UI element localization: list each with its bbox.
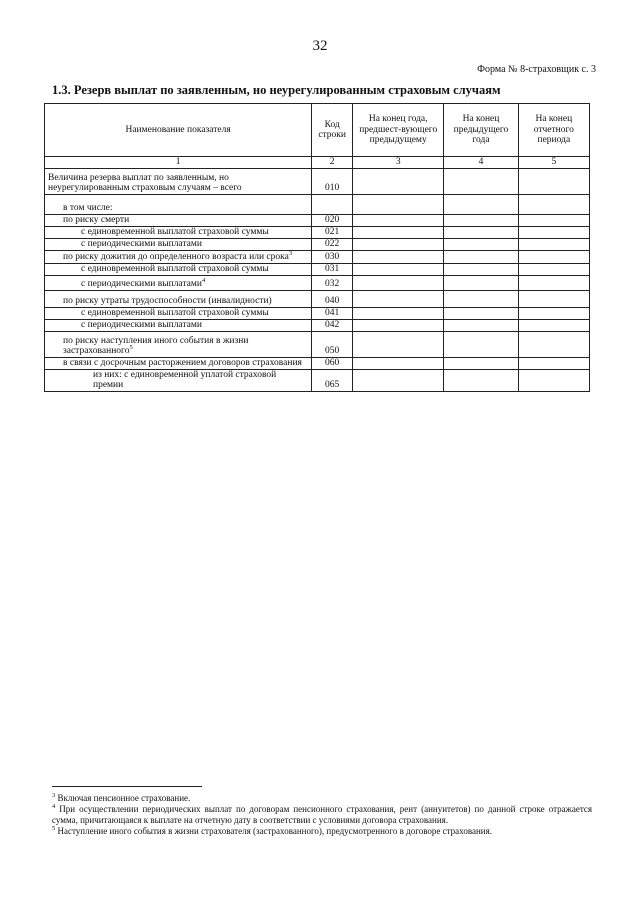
value-cell[interactable]: [444, 263, 518, 275]
value-cell[interactable]: [353, 319, 444, 331]
value-cell[interactable]: [444, 331, 518, 357]
footnote-number: 4: [52, 803, 56, 810]
value-cell[interactable]: [518, 250, 589, 263]
value-cell[interactable]: [518, 369, 589, 391]
table-row: [45, 168, 590, 194]
row-code: 010: [312, 168, 353, 194]
indicator-name: с единовременной выплатой страховой суммы: [45, 226, 312, 238]
indicator-name: с единовременной выплатой страховой суммы: [45, 307, 312, 319]
value-cell[interactable]: [518, 290, 589, 307]
row-code: 065: [312, 369, 353, 391]
value-cell[interactable]: [444, 250, 518, 263]
footnote-ref: 5: [129, 343, 133, 351]
value-cell[interactable]: [353, 357, 444, 369]
footnote-ref: 3: [288, 249, 293, 257]
footnote-ref: 4: [201, 276, 206, 284]
row-code: 021: [312, 226, 353, 238]
value-cell[interactable]: [353, 214, 444, 226]
header-name: Наименование показателя: [45, 104, 312, 157]
value-cell[interactable]: [518, 194, 589, 214]
indicator-name: по риску наступления иного события в жизни застрахованного$^5$: [45, 331, 312, 357]
section-title: 1.3. Резерв выплат по заявленным, но неурегулированным страховым случаям: [52, 83, 501, 97]
value-cell[interactable]: [444, 357, 518, 369]
value-cell[interactable]: [353, 194, 444, 214]
footnote-rule: [52, 786, 202, 787]
value-cell[interactable]: [518, 319, 589, 331]
indicator-name: в том числе:: [45, 194, 312, 214]
value-cell[interactable]: [518, 168, 589, 194]
form-label: Форма № 8-страховщик с. 3: [477, 64, 596, 75]
table-row: [45, 331, 590, 357]
value-cell[interactable]: [444, 168, 518, 194]
value-cell[interactable]: [444, 307, 518, 319]
footnote-number: 5: [52, 825, 56, 832]
header-col5: На конец отчетного периода: [518, 104, 589, 157]
value-cell[interactable]: [353, 250, 444, 263]
value-cell[interactable]: [353, 263, 444, 275]
value-cell[interactable]: [518, 263, 589, 275]
indicator-name: из них: с единовременной уплатой страховой премии: [45, 369, 312, 391]
table-row: [45, 194, 590, 214]
reserve-table: [44, 103, 590, 392]
table-row: [45, 275, 590, 290]
indicator-name: по риску дожития до определенного возраста или срока$^3$: [45, 250, 312, 263]
row-code: 050: [312, 331, 353, 357]
value-cell[interactable]: [518, 238, 589, 250]
value-cell[interactable]: [444, 290, 518, 307]
value-cell[interactable]: [353, 307, 444, 319]
table-row: [45, 307, 590, 319]
footnote: [52, 804, 592, 826]
row-code: 022: [312, 238, 353, 250]
row-code: 040: [312, 290, 353, 307]
value-cell[interactable]: [518, 331, 589, 357]
table-row: [45, 238, 590, 250]
row-code: 060: [312, 357, 353, 369]
header-code: Код строки: [312, 104, 353, 157]
value-cell[interactable]: [518, 275, 589, 290]
row-code: 042: [312, 319, 353, 331]
value-cell[interactable]: [353, 290, 444, 307]
value-cell[interactable]: [444, 275, 518, 290]
footnote: [52, 793, 592, 804]
table-row: [45, 250, 590, 263]
header-col3: На конец года, предшест-вующего предыдущему: [353, 104, 444, 157]
value-cell[interactable]: [444, 226, 518, 238]
header-row: [45, 104, 590, 157]
column-number: 5: [518, 157, 589, 169]
footnote-text: Наступление иного события в жизни страхователя (застрахованного), предусмотренного в договоре страхования.: [57, 826, 492, 836]
value-cell[interactable]: [444, 194, 518, 214]
value-cell[interactable]: [518, 226, 589, 238]
value-cell[interactable]: [353, 226, 444, 238]
value-cell[interactable]: [444, 214, 518, 226]
table-row: [45, 263, 590, 275]
footnote: [52, 826, 592, 837]
indicator-name: с периодическими выплатами$^4$: [45, 275, 312, 290]
footnote-text: При осуществлении периодических выплат по договорам пенсионного страхования, рент (аннуитетов) по данной строке отражается сумма, причитающаяся к выплате на отчетную дату в соответствии с условиями договора страхования.: [52, 804, 592, 825]
table-row: [45, 214, 590, 226]
column-number-row: [45, 157, 590, 169]
value-cell[interactable]: [353, 168, 444, 194]
table-row: [45, 290, 590, 307]
value-cell[interactable]: [518, 357, 589, 369]
column-number: 4: [444, 157, 518, 169]
value-cell[interactable]: [444, 319, 518, 331]
page-number: 32: [312, 38, 328, 54]
value-cell[interactable]: [518, 214, 589, 226]
value-cell[interactable]: [353, 331, 444, 357]
indicator-name: по риску смерти: [45, 214, 312, 226]
row-code: 030: [312, 250, 353, 263]
indicator-name: с единовременной выплатой страховой суммы: [45, 263, 312, 275]
footnote-number: 3: [52, 792, 56, 799]
footnotes: [52, 786, 592, 837]
value-cell[interactable]: [444, 369, 518, 391]
indicator-name: в связи с досрочным расторжением договоров страхования: [45, 357, 312, 369]
value-cell[interactable]: [444, 238, 518, 250]
row-code: 041: [312, 307, 353, 319]
footnote-text: Включая пенсионное страхование.: [57, 793, 191, 803]
indicator-name: Величина резерва выплат по заявленным, но неурегулированным страховым случаям – всего: [45, 168, 312, 194]
row-code: [312, 194, 353, 214]
row-code: 032: [312, 275, 353, 290]
column-number: 2: [312, 157, 353, 169]
table-row: [45, 319, 590, 331]
value-cell[interactable]: [353, 275, 444, 290]
value-cell[interactable]: [353, 369, 444, 391]
value-cell[interactable]: [353, 238, 444, 250]
row-code: 031: [312, 263, 353, 275]
row-code: 020: [312, 214, 353, 226]
table-row: [45, 226, 590, 238]
value-cell[interactable]: [518, 307, 589, 319]
column-number: 1: [45, 157, 312, 169]
column-number: 3: [353, 157, 444, 169]
table-row: [45, 369, 590, 391]
indicator-name: с периодическими выплатами: [45, 238, 312, 250]
table-row: [45, 357, 590, 369]
indicator-name: по риску утраты трудоспособности (инвалидности): [45, 290, 312, 307]
indicator-name: с периодическими выплатами: [45, 319, 312, 331]
header-col4: На конец предыдущего года: [444, 104, 518, 157]
